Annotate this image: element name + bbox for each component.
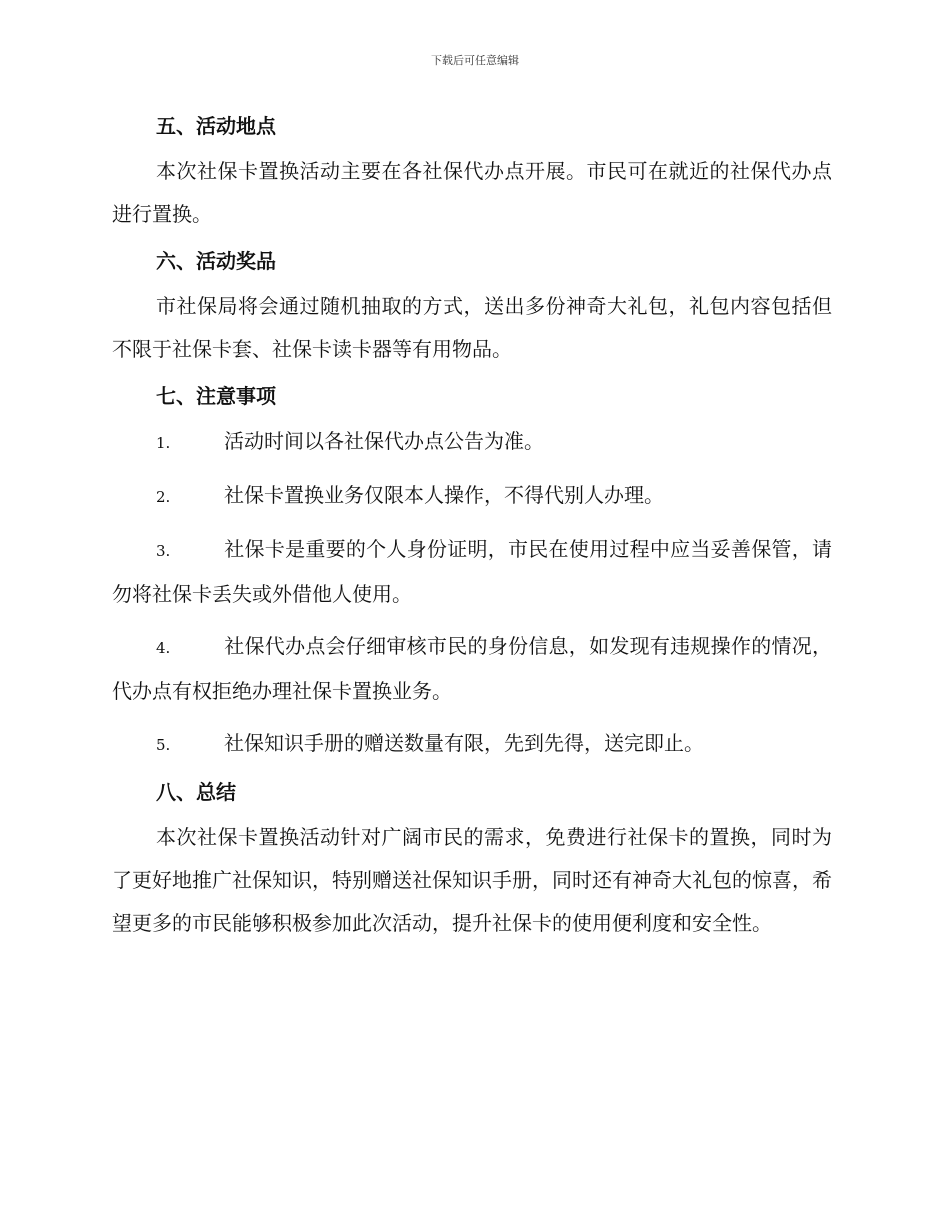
list-item (112, 625, 832, 713)
list-item-number: 4. (156, 639, 171, 657)
list-item (112, 528, 832, 616)
section-heading-prizes: 六、活动奖品 (156, 249, 276, 273)
section-paragraph-location: 本次社保卡置换活动主要在各社保代办点开展。市民可在就近的社保代办点进行置换。 (112, 159, 832, 226)
section-paragraph-prizes: 市社保局将会通过随机抽取的方式，送出多份神奇大礼包，礼包内容包括但不限于社保卡套、社保卡读卡器等有用物品。 (112, 294, 832, 361)
notes-list (112, 420, 832, 767)
section-heading-location: 五、活动地点 (156, 114, 276, 138)
list-item-number: 5. (156, 736, 171, 754)
page-header: 下载后可任意编辑 (431, 54, 519, 67)
list-item-text: 社保卡置换业务仅限本人操作，不得代别人办理。 (224, 483, 664, 507)
list-item (112, 420, 832, 465)
list-item (112, 722, 832, 767)
list-item-text: 社保知识手册的赠送数量有限，先到先得，送完即止。 (224, 731, 704, 755)
list-item-number: 3. (156, 542, 171, 560)
section-heading-notes: 七、注意事项 (156, 384, 276, 408)
list-item-text: 活动时间以各社保代办点公告为准。 (224, 429, 544, 453)
list-item-number: 2. (156, 488, 171, 506)
list-item-text: 社保代办点会仔细审核市民的身份信息，如发现有违规操作的情况，代办点有权拒绝办理社保卡置换业务。 (112, 634, 832, 703)
document-body (112, 110, 832, 945)
list-item-number: 1. (156, 434, 171, 452)
list-item-text: 社保卡是重要的个人身份证明，市民在使用过程中应当妥善保管，请勿将社保卡丢失或外借他人使用。 (112, 537, 832, 606)
section-paragraph-summary: 本次社保卡置换活动针对广阔市民的需求，免费进行社保卡的置换，同时为了更好地推广社保知识，特别赠送社保知识手册，同时还有神奇大礼包的惊喜，希望更多的市民能够积极参加此次活动，提升社保卡的使用便利度和安全性。 (112, 825, 832, 935)
section-heading-summary: 八、总结 (156, 780, 236, 804)
list-item (112, 474, 832, 519)
